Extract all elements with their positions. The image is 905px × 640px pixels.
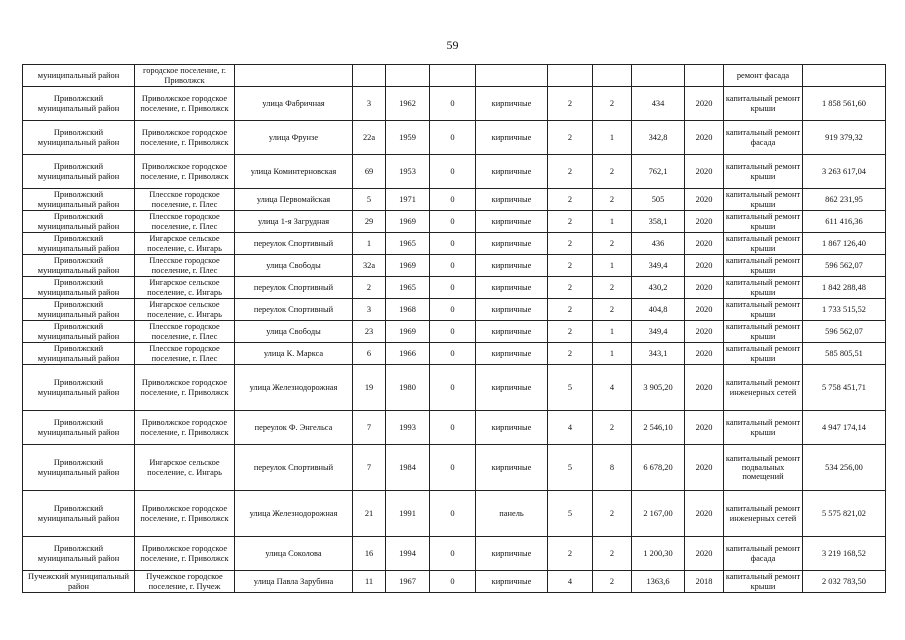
cell-settlement: Ингарское сельское поселение, с. Ингарь xyxy=(135,233,235,255)
cell-district: Приволжский муниципальный район xyxy=(23,121,135,155)
table-row xyxy=(23,491,886,537)
cell-area: 342,8 xyxy=(632,121,685,155)
cell-district: Приволжский муниципальный район xyxy=(23,255,135,277)
cell-floors-changed: 0 xyxy=(430,299,476,321)
cell-year xyxy=(685,65,724,87)
cell-house-number: 7 xyxy=(353,445,386,491)
cell-area: 436 xyxy=(632,233,685,255)
cell-year: 2020 xyxy=(685,189,724,211)
cell-wall-material: кирпичные xyxy=(476,255,548,277)
cell-area: 505 xyxy=(632,189,685,211)
cell-year: 2020 xyxy=(685,121,724,155)
table-row xyxy=(23,365,886,411)
cell-work-type: капитальный ремонт крыши xyxy=(724,343,803,365)
cell-area: 343,1 xyxy=(632,343,685,365)
table-row xyxy=(23,299,886,321)
table-row xyxy=(23,65,886,87)
cell-settlement: Плесское городское поселение, г. Плес xyxy=(135,255,235,277)
cell-entrances: 1 xyxy=(593,121,632,155)
cell-settlement: Пучежское городское поселение, г. Пучеж xyxy=(135,571,235,593)
cell-entrances: 2 xyxy=(593,411,632,445)
cell-work-type: капитальный ремонт крыши xyxy=(724,411,803,445)
cell-floors-changed: 0 xyxy=(430,211,476,233)
cell-district: Приволжский муниципальный район xyxy=(23,233,135,255)
cell-area xyxy=(632,65,685,87)
cell-floors: 5 xyxy=(548,491,593,537)
cell-year: 2020 xyxy=(685,255,724,277)
cell-build-year: 1969 xyxy=(386,211,430,233)
cell-build-year: 1953 xyxy=(386,155,430,189)
cell-district: Приволжский муниципальный район xyxy=(23,537,135,571)
cell-house-number: 3 xyxy=(353,299,386,321)
cell-build-year: 1966 xyxy=(386,343,430,365)
cell-floors-changed: 0 xyxy=(430,87,476,121)
cell-entrances: 2 xyxy=(593,277,632,299)
table-body xyxy=(23,65,886,593)
cell-house-number: 1 xyxy=(353,233,386,255)
cell-cost: 919 379,32 xyxy=(803,121,886,155)
table-row xyxy=(23,189,886,211)
cell-entrances: 2 xyxy=(593,189,632,211)
cell-year: 2020 xyxy=(685,277,724,299)
cell-floors-changed: 0 xyxy=(430,445,476,491)
cell-district: Приволжский муниципальный район xyxy=(23,87,135,121)
table-row xyxy=(23,121,886,155)
cell-area: 349,4 xyxy=(632,255,685,277)
cell-year: 2020 xyxy=(685,491,724,537)
cell-work-type: капитальный ремонт подвальных помещений xyxy=(724,445,803,491)
cell-cost: 862 231,95 xyxy=(803,189,886,211)
cell-settlement: Приволжское городское поселение, г. Приволжск xyxy=(135,537,235,571)
cell-year: 2020 xyxy=(685,87,724,121)
cell-floors: 2 xyxy=(548,211,593,233)
cell-street: улица Свободы xyxy=(235,321,353,343)
cell-cost xyxy=(803,65,886,87)
cell-floors-changed: 0 xyxy=(430,277,476,299)
cell-settlement: Приволжское городское поселение, г. Приволжск xyxy=(135,155,235,189)
cell-house-number: 22а xyxy=(353,121,386,155)
cell-entrances: 2 xyxy=(593,537,632,571)
cell-area: 1363,6 xyxy=(632,571,685,593)
cell-district: Приволжский муниципальный район xyxy=(23,299,135,321)
table-row xyxy=(23,343,886,365)
cell-house-number: 21 xyxy=(353,491,386,537)
cell-entrances: 1 xyxy=(593,255,632,277)
cell-floors-changed: 0 xyxy=(430,189,476,211)
cell-year: 2018 xyxy=(685,571,724,593)
cell-build-year: 1962 xyxy=(386,87,430,121)
cell-build-year: 1984 xyxy=(386,445,430,491)
cell-street xyxy=(235,65,353,87)
cell-floors: 2 xyxy=(548,233,593,255)
cell-year: 2020 xyxy=(685,445,724,491)
cell-year: 2020 xyxy=(685,299,724,321)
cell-district: Приволжский муниципальный район xyxy=(23,411,135,445)
cell-street: улица 1-я Загрудная xyxy=(235,211,353,233)
cell-cost: 585 805,51 xyxy=(803,343,886,365)
table-row xyxy=(23,87,886,121)
cell-district: Приволжский муниципальный район xyxy=(23,155,135,189)
cell-floors: 2 xyxy=(548,537,593,571)
cell-work-type: капитальный ремонт крыши xyxy=(724,255,803,277)
cell-floors-changed: 0 xyxy=(430,411,476,445)
cell-street: улица Свободы xyxy=(235,255,353,277)
cell-build-year: 1991 xyxy=(386,491,430,537)
cell-cost: 4 947 174,14 xyxy=(803,411,886,445)
cell-build-year: 1959 xyxy=(386,121,430,155)
cell-street: переулок Спортивный xyxy=(235,233,353,255)
cell-build-year: 1980 xyxy=(386,365,430,411)
cell-street: улица Коминтерновская xyxy=(235,155,353,189)
cell-floors-changed: 0 xyxy=(430,233,476,255)
table-row xyxy=(23,155,886,189)
cell-settlement: Приволжское городское поселение, г. Приволжск xyxy=(135,121,235,155)
cell-entrances: 1 xyxy=(593,321,632,343)
cell-entrances: 2 xyxy=(593,299,632,321)
cell-year: 2020 xyxy=(685,321,724,343)
cell-house-number: 3 xyxy=(353,87,386,121)
cell-wall-material: кирпичные xyxy=(476,189,548,211)
table-row xyxy=(23,537,886,571)
cell-work-type: капитальный ремонт крыши xyxy=(724,155,803,189)
cell-settlement: Приволжское городское поселение, г. Приволжск xyxy=(135,365,235,411)
cell-street: переулок Спортивный xyxy=(235,277,353,299)
cell-floors-changed xyxy=(430,65,476,87)
cell-street: переулок Спортивный xyxy=(235,299,353,321)
cell-cost: 3 263 617,04 xyxy=(803,155,886,189)
cell-wall-material: кирпичные xyxy=(476,537,548,571)
cell-build-year: 1969 xyxy=(386,321,430,343)
cell-entrances: 1 xyxy=(593,343,632,365)
cell-work-type: капитальный ремонт инженерных сетей xyxy=(724,491,803,537)
cell-settlement: Приволжское городское поселение, г. Приволжск xyxy=(135,87,235,121)
cell-entrances: 1 xyxy=(593,211,632,233)
cell-settlement: Плесское городское поселение, г. Плес xyxy=(135,211,235,233)
cell-year: 2020 xyxy=(685,411,724,445)
cell-floors: 5 xyxy=(548,445,593,491)
cell-floors: 2 xyxy=(548,189,593,211)
cell-work-type: ремонт фасада xyxy=(724,65,803,87)
cell-floors-changed: 0 xyxy=(430,343,476,365)
cell-district: муниципальный район xyxy=(23,65,135,87)
cell-cost: 1 842 288,48 xyxy=(803,277,886,299)
cell-wall-material: кирпичные xyxy=(476,571,548,593)
cell-work-type: капитальный ремонт фасада xyxy=(724,121,803,155)
cell-wall-material: кирпичные xyxy=(476,299,548,321)
cell-settlement: городское поселение, г. Приволжск xyxy=(135,65,235,87)
table-row xyxy=(23,255,886,277)
cell-floors: 2 xyxy=(548,87,593,121)
cell-area: 404,8 xyxy=(632,299,685,321)
cell-wall-material: панель xyxy=(476,491,548,537)
table-row xyxy=(23,445,886,491)
cell-wall-material: кирпичные xyxy=(476,211,548,233)
cell-cost: 1 733 515,52 xyxy=(803,299,886,321)
cell-district: Приволжский муниципальный район xyxy=(23,445,135,491)
cell-build-year: 1994 xyxy=(386,537,430,571)
cell-wall-material: кирпичные xyxy=(476,445,548,491)
cell-area: 6 678,20 xyxy=(632,445,685,491)
cell-area: 762,1 xyxy=(632,155,685,189)
cell-cost: 3 219 168,52 xyxy=(803,537,886,571)
cell-build-year xyxy=(386,65,430,87)
cell-work-type: капитальный ремонт крыши xyxy=(724,321,803,343)
cell-floors-changed: 0 xyxy=(430,155,476,189)
cell-wall-material: кирпичные xyxy=(476,121,548,155)
cell-street: улица Железнодорожная xyxy=(235,365,353,411)
cell-year: 2020 xyxy=(685,155,724,189)
cell-floors: 2 xyxy=(548,255,593,277)
cell-area: 358,1 xyxy=(632,211,685,233)
cell-floors-changed: 0 xyxy=(430,255,476,277)
cell-district: Приволжский муниципальный район xyxy=(23,321,135,343)
cell-settlement: Ингарское сельское поселение, с. Ингарь xyxy=(135,277,235,299)
cell-year: 2020 xyxy=(685,211,724,233)
cell-settlement: Плесское городское поселение, г. Плес xyxy=(135,343,235,365)
cell-floors: 2 xyxy=(548,155,593,189)
cell-district: Пучежский муниципальный район xyxy=(23,571,135,593)
cell-wall-material: кирпичные xyxy=(476,233,548,255)
cell-district: Приволжский муниципальный район xyxy=(23,189,135,211)
cell-year: 2020 xyxy=(685,537,724,571)
cell-floors-changed: 0 xyxy=(430,365,476,411)
cell-area: 2 167,00 xyxy=(632,491,685,537)
cell-cost: 596 562,07 xyxy=(803,255,886,277)
cell-entrances: 2 xyxy=(593,155,632,189)
cell-house-number xyxy=(353,65,386,87)
cell-floors xyxy=(548,65,593,87)
cell-street: улица Соколова xyxy=(235,537,353,571)
cell-cost: 611 416,36 xyxy=(803,211,886,233)
cell-year: 2020 xyxy=(685,365,724,411)
cell-floors: 2 xyxy=(548,121,593,155)
cell-work-type: капитальный ремонт инженерных сетей xyxy=(724,365,803,411)
cell-wall-material: кирпичные xyxy=(476,411,548,445)
table-row xyxy=(23,571,886,593)
cell-house-number: 19 xyxy=(353,365,386,411)
cell-street: переулок Спортивный xyxy=(235,445,353,491)
cell-house-number: 7 xyxy=(353,411,386,445)
cell-area: 2 546,10 xyxy=(632,411,685,445)
cell-area: 3 905,20 xyxy=(632,365,685,411)
cell-district: Приволжский муниципальный район xyxy=(23,491,135,537)
cell-floors-changed: 0 xyxy=(430,571,476,593)
cell-street: улица Фрунзе xyxy=(235,121,353,155)
table-row xyxy=(23,321,886,343)
cell-entrances: 2 xyxy=(593,87,632,121)
cell-area: 349,4 xyxy=(632,321,685,343)
cell-wall-material: кирпичные xyxy=(476,155,548,189)
cell-district: Приволжский муниципальный район xyxy=(23,211,135,233)
cell-work-type: капитальный ремонт крыши xyxy=(724,87,803,121)
cell-district: Приволжский муниципальный район xyxy=(23,343,135,365)
cell-house-number: 29 xyxy=(353,211,386,233)
cell-settlement: Приволжское городское поселение, г. Приволжск xyxy=(135,411,235,445)
cell-house-number: 5 xyxy=(353,189,386,211)
cell-work-type: капитальный ремонт крыши xyxy=(724,211,803,233)
cell-cost: 1 867 126,40 xyxy=(803,233,886,255)
cell-wall-material xyxy=(476,65,548,87)
cell-floors: 2 xyxy=(548,277,593,299)
cell-district: Приволжский муниципальный район xyxy=(23,277,135,299)
cell-work-type: капитальный ремонт крыши xyxy=(724,277,803,299)
cell-settlement: Ингарское сельское поселение, с. Ингарь xyxy=(135,445,235,491)
cell-build-year: 1993 xyxy=(386,411,430,445)
table-row xyxy=(23,411,886,445)
cell-floors-changed: 0 xyxy=(430,537,476,571)
cell-wall-material: кирпичные xyxy=(476,87,548,121)
cell-floors: 2 xyxy=(548,299,593,321)
cell-wall-material: кирпичные xyxy=(476,343,548,365)
cell-wall-material: кирпичные xyxy=(476,277,548,299)
cell-settlement: Приволжское городское поселение, г. Приволжск xyxy=(135,491,235,537)
cell-floors: 2 xyxy=(548,343,593,365)
cell-entrances: 4 xyxy=(593,365,632,411)
cell-wall-material: кирпичные xyxy=(476,365,548,411)
cell-cost: 596 562,07 xyxy=(803,321,886,343)
cell-street: улица Фабричная xyxy=(235,87,353,121)
cell-street: улица Железнодорожная xyxy=(235,491,353,537)
cell-work-type: капитальный ремонт крыши xyxy=(724,299,803,321)
cell-work-type: капитальный ремонт крыши xyxy=(724,233,803,255)
cell-build-year: 1967 xyxy=(386,571,430,593)
cell-floors-changed: 0 xyxy=(430,321,476,343)
cell-house-number: 32а xyxy=(353,255,386,277)
cell-street: улица К. Маркса xyxy=(235,343,353,365)
cell-settlement: Плесское городское поселение, г. Плес xyxy=(135,189,235,211)
cell-build-year: 1969 xyxy=(386,255,430,277)
cell-district: Приволжский муниципальный район xyxy=(23,365,135,411)
cell-area: 430,2 xyxy=(632,277,685,299)
cell-house-number: 2 xyxy=(353,277,386,299)
cell-cost: 2 032 783,50 xyxy=(803,571,886,593)
cell-entrances: 2 xyxy=(593,571,632,593)
cell-work-type: капитальный ремонт фасада xyxy=(724,537,803,571)
cell-street: улица Павла Зарубина xyxy=(235,571,353,593)
cell-floors: 5 xyxy=(548,365,593,411)
repair-table xyxy=(22,64,886,593)
cell-house-number: 16 xyxy=(353,537,386,571)
cell-area: 1 200,30 xyxy=(632,537,685,571)
cell-floors: 4 xyxy=(548,411,593,445)
table-row xyxy=(23,211,886,233)
cell-house-number: 69 xyxy=(353,155,386,189)
cell-street: улица Первомайская xyxy=(235,189,353,211)
cell-floors: 4 xyxy=(548,571,593,593)
cell-work-type: капитальный ремонт крыши xyxy=(724,571,803,593)
table-row xyxy=(23,233,886,255)
cell-cost: 5 575 821,02 xyxy=(803,491,886,537)
cell-entrances xyxy=(593,65,632,87)
cell-area: 434 xyxy=(632,87,685,121)
cell-entrances: 2 xyxy=(593,233,632,255)
cell-cost: 534 256,00 xyxy=(803,445,886,491)
page-number: 59 xyxy=(446,38,459,52)
cell-build-year: 1965 xyxy=(386,233,430,255)
cell-house-number: 6 xyxy=(353,343,386,365)
table-row xyxy=(23,277,886,299)
cell-floors-changed: 0 xyxy=(430,121,476,155)
cell-work-type: капитальный ремонт крыши xyxy=(724,189,803,211)
cell-cost: 5 758 451,71 xyxy=(803,365,886,411)
cell-wall-material: кирпичные xyxy=(476,321,548,343)
cell-build-year: 1971 xyxy=(386,189,430,211)
cell-settlement: Плесское городское поселение, г. Плес xyxy=(135,321,235,343)
cell-floors-changed: 0 xyxy=(430,491,476,537)
cell-street: переулок Ф. Энгельса xyxy=(235,411,353,445)
cell-house-number: 23 xyxy=(353,321,386,343)
cell-build-year: 1965 xyxy=(386,277,430,299)
cell-year: 2020 xyxy=(685,233,724,255)
cell-house-number: 11 xyxy=(353,571,386,593)
cell-entrances: 8 xyxy=(593,445,632,491)
cell-settlement: Ингарское сельское поселение, с. Ингарь xyxy=(135,299,235,321)
cell-build-year: 1968 xyxy=(386,299,430,321)
cell-cost: 1 858 561,60 xyxy=(803,87,886,121)
cell-entrances: 2 xyxy=(593,491,632,537)
cell-year: 2020 xyxy=(685,343,724,365)
cell-floors: 2 xyxy=(548,321,593,343)
